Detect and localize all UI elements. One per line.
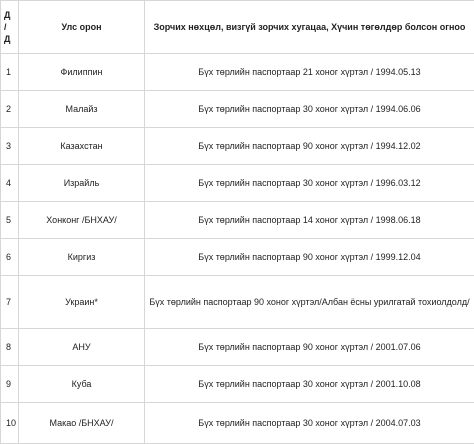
table-row	[1, 128, 474, 165]
table-row	[1, 91, 474, 128]
row-number: 7	[1, 276, 19, 329]
header-country: Улс орон	[19, 1, 145, 54]
row-country: АНУ	[19, 329, 145, 366]
row-number-text: 10	[6, 418, 17, 428]
row-country: Малайз	[19, 91, 145, 128]
header-number-line1: Д	[4, 10, 11, 20]
row-conditions: Бүх төрлийн паспортаар 30 хоног хүртэл / 1996.03.12	[145, 165, 474, 202]
row-number: 5	[1, 202, 19, 239]
row-conditions: Бүх төрлийн паспортаар 14 хоног хүртэл / 1998.06.18	[145, 202, 474, 239]
header-number-line3: Д	[4, 34, 11, 44]
table-row	[1, 366, 474, 403]
row-number: 8	[1, 329, 19, 366]
row-conditions: Бүх төрлийн паспортаар 90 хоног хүртэл / 2001.07.06	[145, 329, 474, 366]
row-number	[1, 403, 19, 444]
row-country: Киргиз	[19, 239, 145, 276]
row-conditions: Бүх төрлийн паспортаар 90 хоног хүртэл/Албан ёсны урилгатай тохиолдолд/	[145, 276, 474, 329]
row-number: 3	[1, 128, 19, 165]
header-number-line2: /	[4, 22, 7, 32]
table-row	[1, 403, 474, 444]
row-number: 4	[1, 165, 19, 202]
row-number: 1	[1, 54, 19, 91]
row-country: Казахстан	[19, 128, 145, 165]
row-conditions: Бүх төрлийн паспортаар 21 хоног хүртэл / 1994.05.13	[145, 54, 474, 91]
table-row	[1, 239, 474, 276]
table-header-row	[1, 1, 474, 54]
table-row	[1, 329, 474, 366]
row-country: Филиппин	[19, 54, 145, 91]
row-country: Украин*	[19, 276, 145, 329]
row-conditions: Бүх төрлийн паспортаар 30 хоног хүртэл / 2004.07.03	[145, 403, 474, 444]
row-number: 6	[1, 239, 19, 276]
row-conditions: Бүх төрлийн паспортаар 30 хоног хүртэл / 2001.10.08	[145, 366, 474, 403]
row-country: Куба	[19, 366, 145, 403]
table-row	[1, 202, 474, 239]
row-conditions: Бүх төрлийн паспортаар 30 хоног хүртэл / 1994.06.06	[145, 91, 474, 128]
row-country: Израйль	[19, 165, 145, 202]
row-number: 2	[1, 91, 19, 128]
header-conditions: Зорчих нөхцөл, визгүй зорчих хугацаа, Хүчин төгөлдөр болсон огноо	[145, 1, 474, 54]
row-conditions: Бүх төрлийн паспортаар 90 хоног хүртэл / 1999.12.04	[145, 239, 474, 276]
table-row	[1, 165, 474, 202]
row-country: Макао /БНХАУ/	[19, 403, 145, 444]
row-conditions: Бүх төрлийн паспортаар 90 хоног хүртэл / 1994.12.02	[145, 128, 474, 165]
row-country: Хонконг /БНХАУ/	[19, 202, 145, 239]
row-number: 9	[1, 366, 19, 403]
table-row	[1, 54, 474, 91]
header-number	[1, 1, 19, 54]
table-row	[1, 276, 474, 329]
